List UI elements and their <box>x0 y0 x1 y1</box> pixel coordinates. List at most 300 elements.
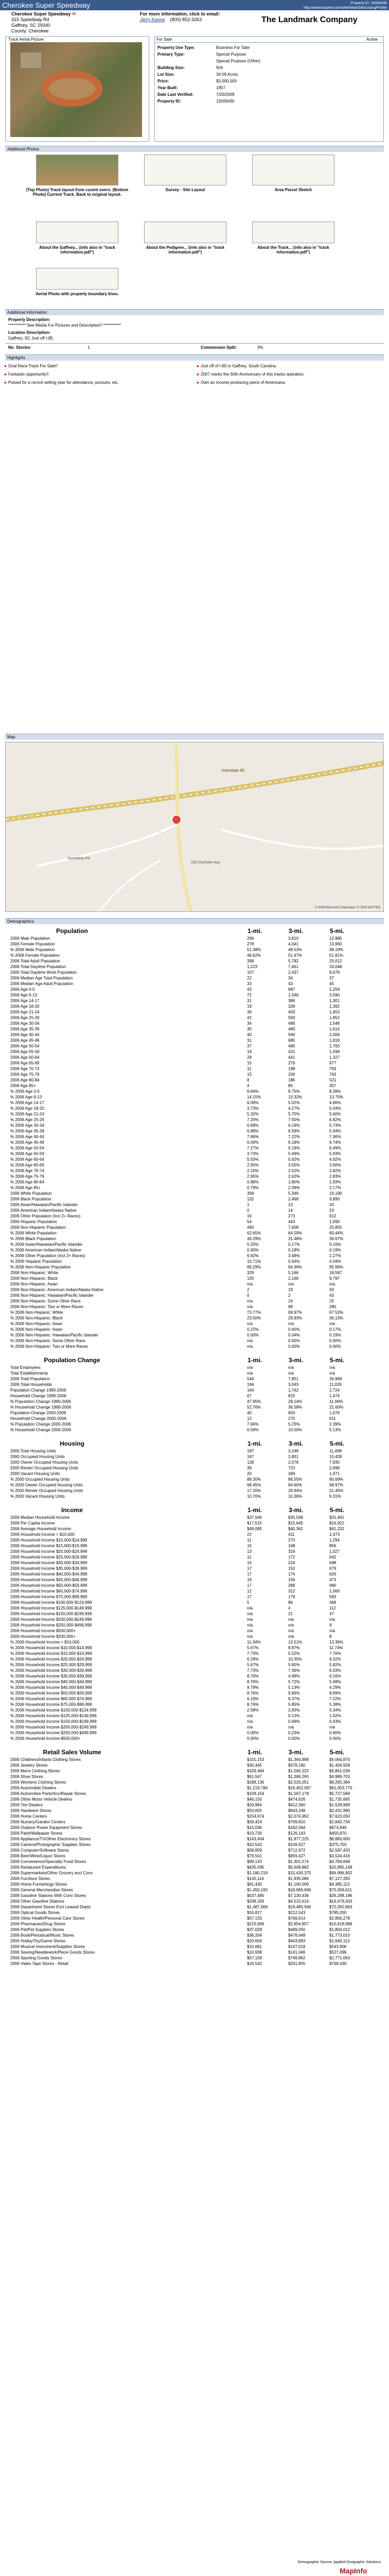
row-value: 10.00% <box>288 1428 303 1432</box>
row-value: 1.93% <box>329 1180 341 1184</box>
photo-thumbnail[interactable] <box>252 155 334 185</box>
row-value: $2,526,051 <box>288 1780 309 1785</box>
row-value: $1,735,665 <box>329 1797 350 1802</box>
photo-caption: Aerial Photo with property boundary lines. <box>36 292 119 296</box>
row-value: 8.76% <box>247 1680 259 1684</box>
row-label: % 2000 Owner Occupied Housing Units <box>10 1483 83 1487</box>
commission-value: 3% <box>257 345 263 350</box>
row-label: % 2006 Household Income $125,000-$149,999 <box>10 1714 97 1718</box>
row-value: 156 <box>288 1578 295 1582</box>
row-label: Population Change 2000-2006 <box>10 1411 66 1415</box>
parking-lot-shape <box>21 53 41 68</box>
row-value: 0.43% <box>329 1719 341 1724</box>
row-value: n/a <box>329 1282 335 1286</box>
row-value: 1,027 <box>329 1549 340 1554</box>
table-row <box>10 1639 370 1645</box>
row-value: 626 <box>329 1572 337 1577</box>
row-label: 2006 Female Population <box>10 942 55 946</box>
row-value: 403 <box>288 1010 295 1014</box>
table-row <box>10 1230 370 1236</box>
photo-thumbnail[interactable] <box>144 155 226 185</box>
for-sale-box <box>154 36 384 142</box>
row-value: 10,428 <box>329 1454 342 1459</box>
row-value: 6.09% <box>247 1100 259 1105</box>
photo-thumbnail[interactable] <box>36 155 118 185</box>
row-value: $19,485,560 <box>288 1905 311 1909</box>
email-icon[interactable]: ✉ <box>72 11 76 16</box>
row-label: 2006 Age 18-20 <box>10 1004 40 1009</box>
table-row <box>10 998 370 1004</box>
row-value: n/a <box>247 1299 253 1303</box>
row-value: $543,906 <box>329 1944 347 1949</box>
row-label: 2006 Pet/Pet Supplies Stores <box>10 1927 64 1932</box>
column-5mi: 5-mi. <box>329 1749 344 1756</box>
column-3mi: 3-mi. <box>288 1506 303 1514</box>
row-label: 2006 Age 6-13 <box>10 993 38 997</box>
table-row <box>10 1060 370 1066</box>
row-value: $10,730 <box>247 1831 262 1836</box>
row-value: 60.44% <box>329 1231 344 1235</box>
row-value: 39 <box>247 1466 252 1470</box>
table-row <box>10 1213 370 1219</box>
row-value: 2,498 <box>329 1466 340 1470</box>
row-value: 94.36% <box>288 1265 303 1269</box>
for-sale-value: Special Purpose <box>216 52 246 57</box>
row-value: 5.67% <box>247 1663 259 1667</box>
row-value: $109,484 <box>247 1769 264 1773</box>
table-row <box>10 964 370 970</box>
row-label: 2006 Outdoor Power Equipment Stores <box>10 1825 82 1830</box>
table-row <box>10 1236 370 1242</box>
row-value: 45 <box>329 981 334 986</box>
table-row <box>10 1577 370 1583</box>
row-label: 2006 Household Income $200,000+ <box>10 1634 76 1639</box>
row-value: 0.00% <box>288 1344 300 1349</box>
row-value: 0.18% <box>288 1248 300 1252</box>
for-sale-divider <box>154 42 384 43</box>
mapinfo-logo: MapInfo <box>340 2567 367 2575</box>
row-value: 486 <box>288 1044 295 1048</box>
row-value: 5.73% <box>329 1123 341 1128</box>
column-1mi: 1-mi. <box>247 1440 262 1447</box>
row-value: 8.76% <box>247 1702 259 1707</box>
row-label: 2000 Vacant Housing Units <box>10 1471 60 1476</box>
row-value: 328 <box>288 1004 295 1009</box>
row-value: 6.88% <box>247 1129 259 1133</box>
row-label: 2006 Age 30-34 <box>10 1021 40 1026</box>
row-value: 2.58% <box>247 1708 259 1713</box>
table-row <box>10 1532 370 1537</box>
row-value: 25,855 <box>329 1225 342 1230</box>
table-row <box>10 1404 370 1410</box>
row-value: $16,452,097 <box>288 1786 311 1790</box>
row-value: $46,150 <box>247 1797 262 1802</box>
row-value: 128 <box>247 1460 254 1465</box>
location-map[interactable] <box>5 742 384 912</box>
table-row <box>10 1719 370 1724</box>
row-value: 13.36% <box>329 1640 344 1645</box>
photo-thumbnail[interactable] <box>252 222 334 243</box>
row-value: 270 <box>288 1538 295 1543</box>
row-label: Household Change 1990-2006 <box>10 1394 66 1398</box>
row-value: 679 <box>329 1566 337 1571</box>
row-value: 40 <box>247 1032 252 1037</box>
row-value: 11 <box>247 1066 252 1071</box>
table-row <box>10 1304 370 1310</box>
row-value: 72 <box>247 993 252 997</box>
row-value: $450,870 <box>329 1831 347 1836</box>
row-value: $70,058,611 <box>329 1888 352 1892</box>
row-value: 12 <box>247 1589 252 1594</box>
row-value: 4.99% <box>288 1674 300 1679</box>
row-label: 2006 Household Income $20,000-$24,999 <box>10 1549 87 1554</box>
row-value: $748,430 <box>329 1961 347 1966</box>
table-row <box>10 1494 370 1499</box>
row-value: 4.27% <box>288 1106 300 1111</box>
header-site-link[interactable]: http://www.loopnet.com/xNet/MainSite/Listing/Profile <box>304 6 387 10</box>
demographic-source: Demographic Source: Applied Geographic Solutions <box>297 2561 381 2564</box>
row-value: 17 <box>247 1572 252 1577</box>
row-label: % 2006 Male Population <box>10 947 55 952</box>
row-value: 164 <box>247 1388 254 1393</box>
row-label: % 2006 Age 60-64 <box>10 1157 44 1162</box>
row-value: $72,050,963 <box>329 1905 352 1909</box>
row-value: 13 <box>247 1549 252 1554</box>
row-value: $537,480 <box>247 1893 264 1898</box>
table-row <box>10 1600 370 1605</box>
row-value: 52.76% <box>247 1405 261 1410</box>
row-value: $16,817 <box>247 1910 262 1915</box>
row-value: 593 <box>288 1015 295 1020</box>
row-value: 47.95% <box>247 1399 261 1404</box>
table-row <box>10 1128 370 1134</box>
row-label: 2006 Age 35-39 <box>10 1027 40 1031</box>
table-row <box>10 1921 370 1927</box>
bullet-icon: ● <box>197 380 199 385</box>
row-value: 7,408 <box>288 1225 299 1230</box>
row-value: $1,366,265 <box>288 1774 309 1779</box>
row-value: 0.00% <box>247 1736 259 1741</box>
row-value: 1,046 <box>288 993 299 997</box>
row-label: % 2006 Household Income $35,000-$39,999 <box>10 1674 92 1679</box>
row-value: 4.29% <box>329 1685 341 1690</box>
column-1mi: 1-mi. <box>247 1749 262 1756</box>
map-label-interstate: Interstate 85 <box>222 768 245 773</box>
table-row <box>10 1848 370 1853</box>
row-value: 11,026 <box>329 1382 342 1387</box>
row-value: 0.17% <box>329 1327 341 1332</box>
row-value: $16,542 <box>247 1961 262 1966</box>
row-value: $2,856,278 <box>329 1916 350 1921</box>
aerial-photo[interactable] <box>10 42 142 137</box>
table-row <box>10 1842 370 1848</box>
row-value: $15,645 <box>288 1521 303 1526</box>
row-value: 980 <box>329 1583 337 1588</box>
row-label: Total Establishments <box>10 1371 48 1376</box>
row-value: 5.32% <box>247 1112 259 1116</box>
row-label: % 2006 Age 30-34 <box>10 1123 44 1128</box>
row-label: 2006 Camera/Photographic Supplies Stores <box>10 1842 91 1847</box>
row-label: 2006 Gasoline Stations With Conv Stores <box>10 1893 86 1898</box>
header-bar <box>0 0 389 10</box>
row-label: 2006 Non-Hispanic: Some Other Race <box>10 1299 81 1303</box>
photo-thumbnail[interactable] <box>36 222 118 243</box>
row-value: 12 <box>247 1416 252 1421</box>
table-row <box>10 1679 370 1685</box>
row-value: 5.65% <box>288 1663 300 1667</box>
row-value: 90.69% <box>329 1477 344 1482</box>
property-pin-icon[interactable] <box>172 815 181 824</box>
row-value: 22 <box>247 976 252 980</box>
local-road-1 <box>37 825 175 866</box>
row-label: % 2006 Age 75-79 <box>10 1174 44 1179</box>
row-value: 7,461 <box>288 964 299 969</box>
row-value: 36.58% <box>288 1405 303 1410</box>
row-value: 9.79% <box>247 1685 259 1690</box>
row-label: % Household Change 2000-2006 <box>10 1428 72 1432</box>
row-value: 593 <box>329 1595 337 1599</box>
table-row <box>10 1427 370 1433</box>
row-value: 2.39% <box>288 1185 300 1190</box>
row-value: 266 <box>247 936 254 941</box>
row-value: 194 <box>247 1382 254 1387</box>
row-value: 349 <box>288 1471 295 1476</box>
row-value: $3,524,416 <box>329 1854 350 1858</box>
row-value: $59,424 <box>247 1820 262 1824</box>
row-label: % 2006 Age 55-59 <box>10 1151 44 1156</box>
table-row <box>10 1009 370 1015</box>
map-label-speedway: Speedway Rd <box>67 857 90 860</box>
row-value: 490 <box>247 1225 254 1230</box>
aerial-label: Track Aerial Picture <box>8 37 44 42</box>
row-value: 8.75% <box>288 1089 300 1094</box>
row-value: 1.80% <box>288 1180 300 1184</box>
table-row <box>10 1605 370 1611</box>
row-value: 168 <box>288 1544 295 1548</box>
row-value: $37,646 <box>247 1515 262 1520</box>
row-value: 9,797 <box>329 1276 340 1281</box>
row-value: 0.17% <box>288 1242 300 1247</box>
row-value: 10.71% <box>247 1259 261 1264</box>
row-value: 8.89% <box>329 1691 341 1696</box>
section-demographics: Demographics <box>5 918 384 924</box>
row-label: 2006 Furniture Stores <box>10 1876 50 1881</box>
row-value: 10.70% <box>247 1494 261 1499</box>
row-label: % 2006 Non-Hispanic: Asian <box>10 1321 63 1326</box>
photo-thumbnail[interactable] <box>36 268 118 290</box>
row-label: % 2006 Non-Hispanic: Black <box>10 1316 63 1320</box>
row-value: 5.02% <box>288 1100 300 1105</box>
table-row <box>10 1281 370 1287</box>
row-label: 2006 Household Income $150,000-$199,999 <box>10 1612 92 1616</box>
row-value: 7.50% <box>288 1117 300 1122</box>
row-label: 2006 General Merchandise Stores <box>10 1888 73 1892</box>
contact-name[interactable]: Jerry Keene <box>140 17 165 22</box>
table-row <box>10 1628 370 1634</box>
stories-label: No. Stories: <box>8 345 31 350</box>
row-value: 441 <box>288 1055 295 1060</box>
row-label: 2006 Sporting Goods Stores <box>10 1956 62 1960</box>
row-label: % 2006 Household Income $100,000-$124,999 <box>10 1708 97 1713</box>
row-value: 279 <box>288 1061 295 1065</box>
row-value: $1,404,928 <box>329 1763 350 1768</box>
table-row <box>10 1757 370 1762</box>
row-label: % 2006 Age 85+ <box>10 1185 41 1190</box>
row-value: $1,935,086 <box>288 1876 309 1881</box>
row-value: 35 <box>247 1027 252 1031</box>
row-value: 6.16% <box>329 1674 341 1679</box>
table-row <box>10 1332 370 1338</box>
table-row <box>10 970 370 975</box>
row-value: 30.29% <box>247 1236 261 1241</box>
row-value: 1.02% <box>329 1714 341 1718</box>
row-value: n/a <box>329 1365 335 1370</box>
row-value: 612 <box>329 1214 337 1218</box>
row-value: $2,074,962 <box>288 1814 309 1819</box>
column-3mi: 3-mi. <box>288 927 303 935</box>
row-label: 2000 Total Housing Units <box>10 1449 56 1453</box>
row-value: 1,548 <box>329 1021 340 1026</box>
row-label: 2006 Other Gasoline Stations <box>10 1899 64 1904</box>
contact-block <box>140 11 233 23</box>
row-value: $10,618,888 <box>329 1922 352 1926</box>
row-label: 2006 Age 60-64 <box>10 1055 40 1060</box>
row-label: % 2006 Hispanic Population <box>10 1259 62 1264</box>
row-value: $188,136 <box>247 1780 264 1785</box>
table-row <box>10 1208 370 1213</box>
section-additional-info: Additional Information <box>5 309 384 315</box>
table-row <box>10 1797 370 1802</box>
table-row <box>10 1780 370 1785</box>
row-value: 7,930 <box>329 1460 340 1465</box>
table-row <box>10 1831 370 1836</box>
photo-caption: (Top Photo) Track layout from curent overs. (Bottom Photo) Current Track. Back to original layout. <box>26 188 129 197</box>
for-sale-key: Property Use Type: <box>157 45 195 50</box>
photo-thumbnail[interactable] <box>144 222 226 243</box>
row-value: $769,810 <box>288 1820 306 1824</box>
row-label: % 2000 Renter Occupied Housing Units <box>10 1488 83 1493</box>
row-value: 17 <box>247 1566 252 1571</box>
row-value: $7,127,283 <box>329 1876 350 1881</box>
row-value: $2,854,857 <box>288 1922 309 1926</box>
row-label: % 2006 Non-Hispanic Population <box>10 1265 71 1269</box>
row-label: 2006 Age 65-69 <box>10 1061 40 1065</box>
row-value: 112 <box>329 1606 336 1611</box>
table-row <box>10 1471 370 1477</box>
table-row <box>10 1904 370 1910</box>
row-label: % 2006 Age 25-29 <box>10 1117 44 1122</box>
row-label: % 2006 Non-Hispanic: Hawaiian/Pacific Islander <box>10 1333 99 1337</box>
table-row <box>10 1645 370 1651</box>
row-value: 67 <box>247 1394 252 1398</box>
page-title: Cherokee Super Speedway <box>2 1 91 9</box>
row-value: $766,614 <box>288 1916 306 1921</box>
row-label: % 2006 White Population <box>10 1231 57 1235</box>
table-row <box>10 1448 370 1454</box>
table-row <box>10 1106 370 1111</box>
row-value: 69.97% <box>288 1310 303 1315</box>
column-5mi: 5-mi. <box>329 1506 344 1514</box>
row-value: $101,153 <box>247 1757 264 1762</box>
row-value: 43 <box>329 1202 334 1207</box>
row-label: 2006 Age 75-79 <box>10 1072 40 1077</box>
row-value: 1,453 <box>329 1010 340 1014</box>
row-value: 28.14% <box>288 1399 303 1404</box>
row-value: 7.27% <box>247 1146 259 1150</box>
table-row <box>10 992 370 998</box>
row-label: 2006 Age 25-29 <box>10 1015 40 1020</box>
table-row <box>10 1376 370 1382</box>
row-value: 278 <box>247 942 254 946</box>
row-label: Population Change 1990-2006 <box>10 1388 66 1393</box>
row-value: 312 <box>288 1589 295 1594</box>
row-value: 723 <box>288 1466 295 1470</box>
row-value: 1,301 <box>329 998 340 1003</box>
row-value: 40 <box>247 1411 252 1415</box>
table-row <box>10 1083 370 1089</box>
row-value: 1,090 <box>329 1219 340 1224</box>
row-value: 9.31% <box>329 1494 341 1499</box>
row-value: 2,006 <box>329 1032 340 1037</box>
row-label: % 2000 Vacant Housing Units <box>10 1494 65 1499</box>
table-row <box>10 953 370 958</box>
row-value: n/a <box>329 1617 335 1622</box>
table-row <box>10 1870 370 1876</box>
row-label: 2006 Non-Hispanic: American Indian/Alaska Native <box>10 1287 103 1292</box>
row-label: 2006 Department Stores Excl Leased Depts <box>10 1905 91 1909</box>
row-value: $40,362 <box>288 1527 303 1531</box>
table-row <box>10 1094 370 1100</box>
address-name: Cherokee Super Speedway <box>11 11 71 16</box>
row-value: 6.09% <box>247 1140 259 1145</box>
row-value: 544 <box>247 1377 254 1381</box>
row-value: 521 <box>329 1078 337 1082</box>
row-value: n/a <box>288 1371 294 1376</box>
row-value: 17.20% <box>247 1488 261 1493</box>
row-value: 34 <box>288 976 293 980</box>
row-value: 53 <box>329 1208 334 1213</box>
row-label: 2006 Other Population (Incl 2+ Races) <box>10 1214 81 1218</box>
for-sale-value: $3,000,000 <box>216 79 237 83</box>
row-value: 4.04% <box>329 1259 341 1264</box>
old-charlotte-hwy <box>175 742 191 912</box>
row-value: 33 <box>247 981 252 986</box>
row-value: 31 <box>247 1038 252 1043</box>
row-value: 5.93% <box>329 1151 341 1156</box>
row-value: 42 <box>247 1015 252 1020</box>
row-value: 0.13% <box>288 1714 300 1718</box>
column-1mi: 1-mi. <box>247 1506 262 1514</box>
row-label: 2006 Jewelry Stores <box>10 1763 48 1768</box>
row-value: $15,430,375 <box>288 1871 311 1875</box>
row-value: $31,491 <box>329 1515 344 1520</box>
table-row <box>10 1685 370 1690</box>
table-row <box>10 1145 370 1151</box>
row-value: $109,154 <box>247 1791 264 1796</box>
row-label: 2006 Household Income $30,000-$34,999 <box>10 1561 87 1565</box>
row-value: $959,427 <box>288 1854 306 1858</box>
row-label: 2006 Age 80-84 <box>10 1078 40 1082</box>
row-value: $147,018 <box>288 1944 306 1949</box>
table-row <box>10 1477 370 1482</box>
for-sale-status: Active <box>366 37 378 42</box>
row-value: 15 <box>247 1544 252 1548</box>
table-row <box>10 1465 370 1471</box>
row-value: $99,143 <box>247 1859 262 1864</box>
row-value: n/a <box>329 1629 335 1633</box>
row-value: 5.52% <box>288 1651 300 1656</box>
row-label: 2006 Age 55-59 <box>10 1049 40 1054</box>
